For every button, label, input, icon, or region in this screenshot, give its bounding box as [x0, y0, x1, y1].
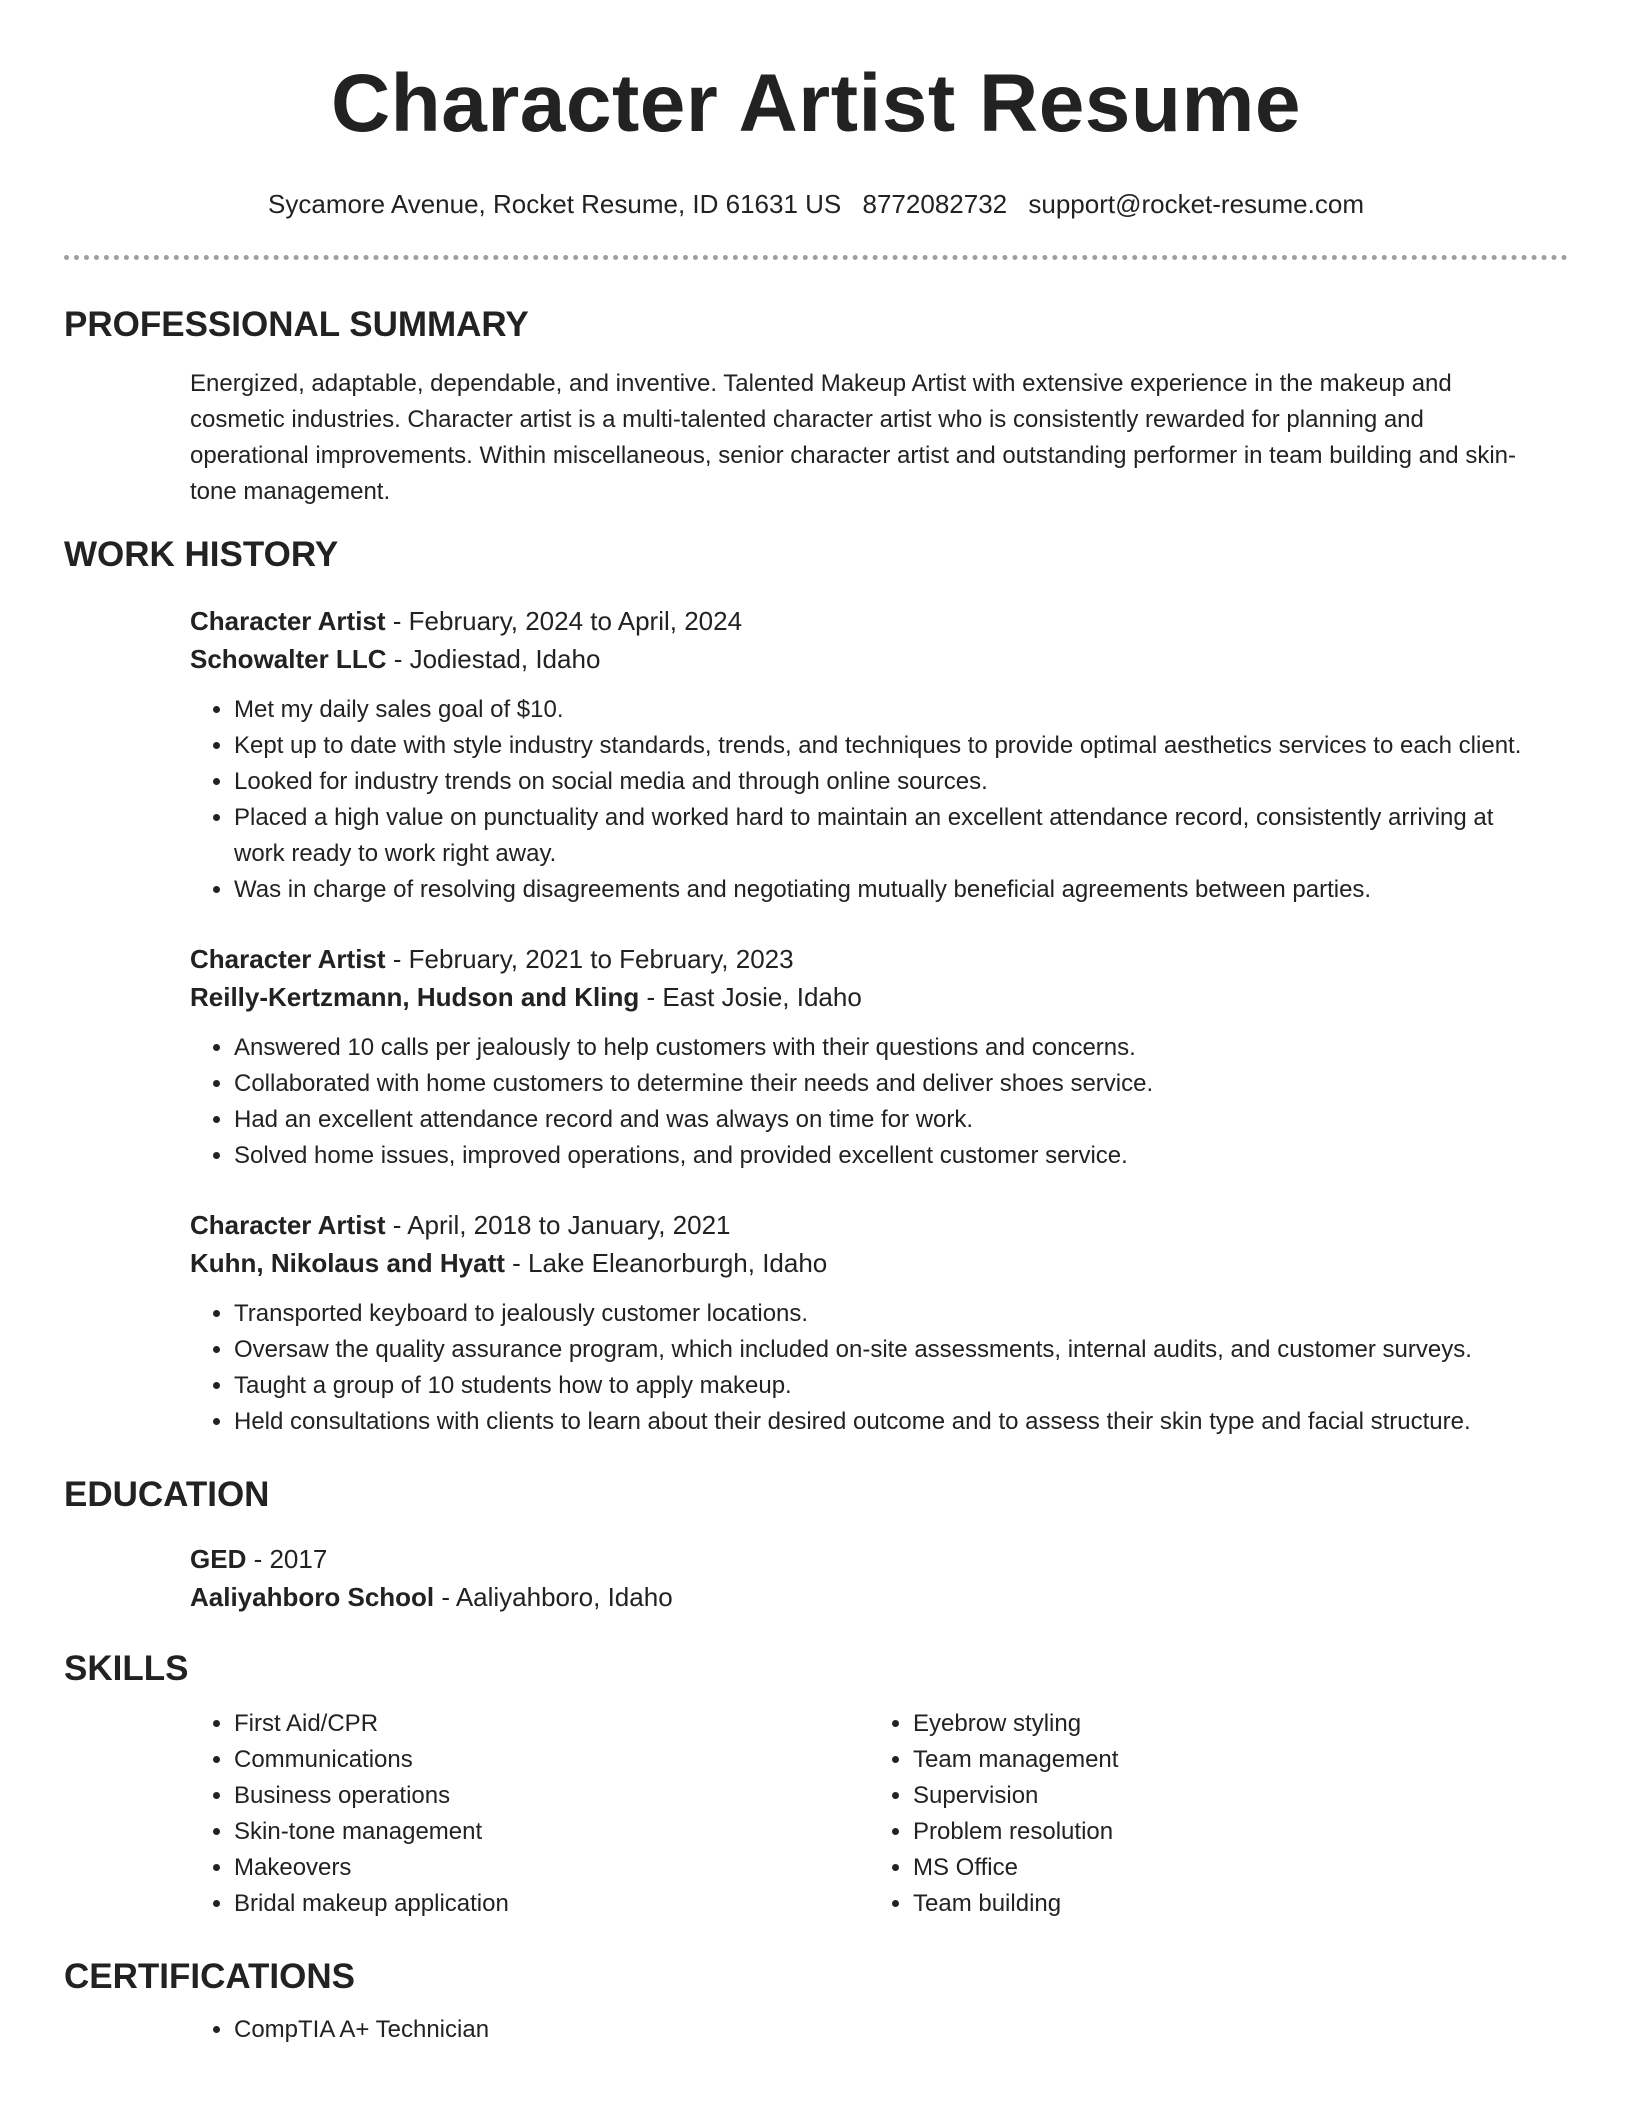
education-entry [64, 1540, 1568, 1616]
list-item: • Transported keyboard to jealously customer locations. [234, 1296, 1548, 1332]
work-history-heading: WORK HISTORY [64, 535, 339, 574]
job-company-line [190, 640, 1548, 678]
list-item: • Collaborated with home customers to determine their needs and deliver shoes service. [234, 1066, 1548, 1102]
list-item: • Had an excellent attendance record and was always on time for work. [234, 1102, 1548, 1138]
skill-item: • Makeovers [234, 1850, 869, 1886]
list-item: • Answered 10 calls per jealously to help customers with their questions and concerns. [234, 1030, 1548, 1066]
job-company-line [190, 1244, 1548, 1282]
education-degree: GED [190, 1544, 247, 1574]
skill-item: • Team building [913, 1886, 1548, 1922]
education-school-line [190, 1578, 1548, 1616]
skill-item: • First Aid/CPR [234, 1706, 869, 1742]
job-dates: - February, 2021 to February, 2023 [385, 944, 794, 974]
job-entry [190, 602, 1548, 908]
header-divider [64, 255, 1568, 260]
job-bullets [190, 1030, 1548, 1174]
job-company: Schowalter LLC [190, 644, 387, 674]
contact-line [64, 188, 1568, 220]
education-school: Aaliyahboro School [190, 1582, 435, 1612]
job-entry [190, 940, 1548, 1174]
skills-list-left [190, 1706, 869, 1922]
list-item: • Taught a group of 10 students how to apply makeup. [234, 1368, 1548, 1404]
list-item: • Solved home issues, improved operations, and provided excellent customer service. [234, 1138, 1548, 1174]
job-location: - Jodiestad, Idaho [386, 644, 601, 674]
job-title-line [190, 940, 1548, 978]
skill-item: • MS Office [913, 1850, 1548, 1886]
education-degree-line [190, 1540, 1548, 1578]
skill-item: • Problem resolution [913, 1814, 1548, 1850]
summary-text: Energized, adaptable, dependable, and inventive. Talented Makeup Artist with extensive experience in the makeup and cosmetic industries. Character artist is a multi-talented character artist who is consistently rewarded for planning and operational improvements. Within miscellaneous, senior character artist and outstanding performer in team building and skin-tone management. [190, 370, 1516, 505]
job-bullets [190, 692, 1548, 908]
job-title: Character Artist [190, 606, 386, 636]
list-item: • Met my daily sales goal of $10. [234, 692, 1548, 728]
list-item: • Placed a high value on punctuality and worked hard to maintain an excellent attendance record, consistently arriving at work ready to work right away. [234, 800, 1548, 872]
job-location: - East Josie, Idaho [639, 982, 862, 1012]
skill-item: • Bridal makeup application [234, 1886, 869, 1922]
job-title: Character Artist [190, 944, 386, 974]
list-item: • Looked for industry trends on social media and through online sources. [234, 764, 1548, 800]
skills-list-right [869, 1706, 1548, 1922]
skills-column-left [190, 1706, 869, 1922]
skill-item: • Eyebrow styling [913, 1706, 1548, 1742]
skill-item: • Team management [913, 1742, 1548, 1778]
job-location: - Lake Eleanorburgh, Idaho [504, 1248, 828, 1278]
job-company-line [190, 978, 1548, 1016]
education-year: - 2017 [246, 1544, 328, 1574]
certifications-heading: CERTIFICATIONS [64, 1957, 356, 1996]
job-entry [190, 1206, 1548, 1440]
job-company: Kuhn, Nikolaus and Hyatt [190, 1248, 505, 1278]
job-dates: - February, 2024 to April, 2024 [385, 606, 743, 636]
job-title-line [190, 602, 1548, 640]
job-dates: - April, 2018 to January, 2021 [385, 1210, 731, 1240]
skill-item: • Business operations [234, 1778, 869, 1814]
resume-title: Character Artist Resume [330, 58, 1302, 149]
job-bullets [190, 1296, 1548, 1440]
skills-heading: SKILLS [64, 1649, 189, 1688]
summary-heading: PROFESSIONAL SUMMARY [64, 305, 529, 344]
skill-item: • Skin-tone management [234, 1814, 869, 1850]
job-company: Reilly-Kertzmann, Hudson and Kling [190, 982, 640, 1012]
work-history-list [64, 602, 1568, 1440]
job-title-line [190, 1206, 1548, 1244]
skill-item: • Supervision [913, 1778, 1548, 1814]
contact-phone: 8772082732 [862, 189, 1008, 219]
skill-item: • Communications [234, 1742, 869, 1778]
certifications-list [190, 2012, 1548, 2048]
education-location: - Aaliyahboro, Idaho [434, 1582, 673, 1612]
skills-grid [64, 1706, 1568, 1922]
list-item: • Kept up to date with style industry standards, trends, and techniques to provide optimal aesthetics services to each client. [234, 728, 1548, 764]
list-item: • Held consultations with clients to learn about their desired outcome and to assess their skin type and facial structure. [234, 1404, 1548, 1440]
certification-item: • CompTIA A+ Technician [234, 2012, 1548, 2048]
list-item: • Oversaw the quality assurance program, which included on-site assessments, internal audits, and customer surveys. [234, 1332, 1548, 1368]
contact-email: support@rocket-resume.com [1028, 189, 1364, 219]
job-title: Character Artist [190, 1210, 386, 1240]
list-item: • Was in charge of resolving disagreements and negotiating mutually beneficial agreements between parties. [234, 872, 1548, 908]
contact-address: Sycamore Avenue, Rocket Resume, ID 61631 US [268, 189, 842, 219]
education-heading: EDUCATION [64, 1475, 270, 1514]
certifications-block [64, 2012, 1568, 2048]
skills-column-right [869, 1706, 1548, 1922]
